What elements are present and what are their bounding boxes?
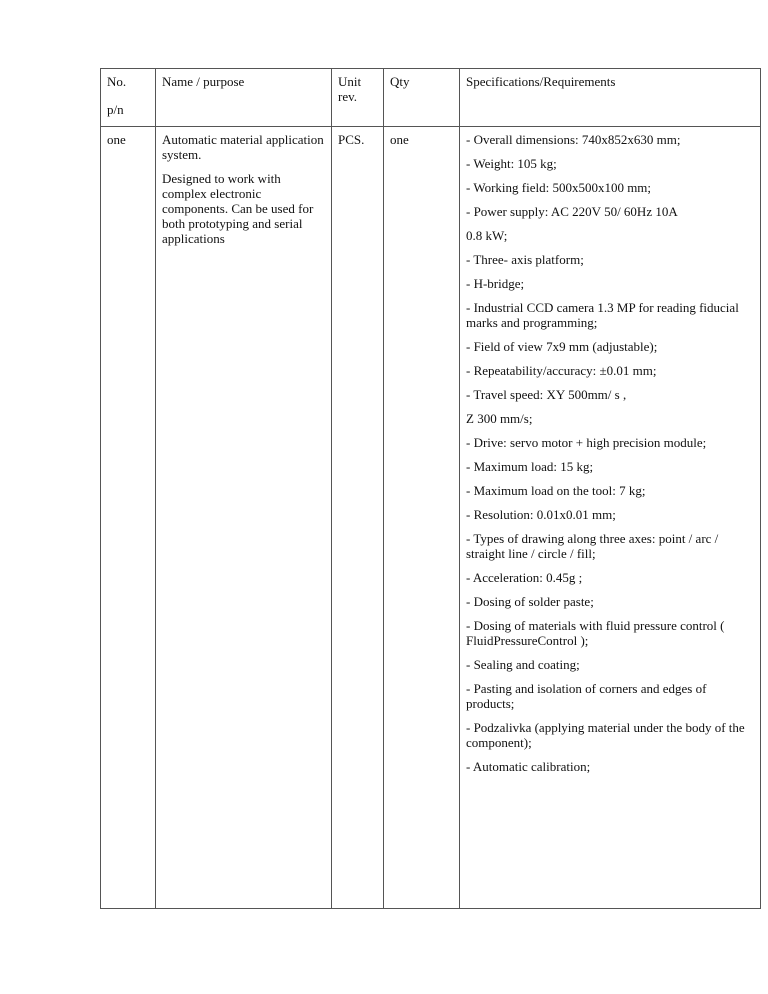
row-qty: one [384, 127, 460, 909]
header-specs: Specifications/Requirements [460, 69, 761, 127]
header-pn-label: p/n [107, 102, 124, 117]
spec-item: - Repeatability/accuracy: ±0.01 mm; [466, 363, 657, 378]
spec-item: Z 300 mm/s; [466, 411, 533, 426]
row-name [156, 127, 332, 909]
spec-item: - Maximum load: 15 kg; [466, 459, 594, 474]
table-row [101, 127, 761, 909]
header-no [101, 69, 156, 127]
spec-item: - Travel speed: XY 500mm/ s , [466, 387, 627, 402]
spec-item: - Acceleration: 0.45g ; [466, 570, 583, 585]
spec-item: - Industrial CCD camera 1.3 MP for reading fiducial marks and programming; [466, 300, 739, 330]
spec-item: - Podzalivka (applying material under the body of the component); [466, 720, 745, 750]
spec-item: 0.8 kW; [466, 228, 508, 243]
spec-item: - Dosing of materials with fluid pressure control ( FluidPressureControl ); [466, 618, 725, 648]
spec-item: - Drive: servo motor + high precision module; [466, 435, 707, 450]
spec-item: - Sealing and coating; [466, 657, 580, 672]
spec-item: - Field of view 7x9 mm (adjustable); [466, 339, 658, 354]
spec-item: - Automatic calibration; [466, 759, 591, 774]
row-no: one [101, 127, 156, 909]
row-unit: PCS. [332, 127, 384, 909]
header-no-label: No. [107, 74, 127, 89]
name-description: Designed to work with complex electronic components. Can be used for both prototyping and serial applications [162, 171, 314, 246]
header-row [101, 69, 761, 127]
header-name: Name / purpose [156, 69, 332, 127]
spec-table [100, 68, 761, 909]
spec-item: - Maximum load on the tool: 7 kg; [466, 483, 646, 498]
spec-item: - Overall dimensions: 740x852x630 mm; [466, 132, 681, 147]
spec-item: - Three- axis platform; [466, 252, 584, 267]
spec-item: - Types of drawing along three axes: point / arc / straight line / circle / fill; [466, 531, 719, 561]
spec-item: - Power supply: AC 220V 50/ 60Hz 10A [466, 204, 678, 219]
name-title: Automatic material application system. [162, 132, 324, 162]
spec-item: - Weight: 105 kg; [466, 156, 557, 171]
spec-item: - Resolution: 0.01x0.01 mm; [466, 507, 616, 522]
header-qty: Qty [384, 69, 460, 127]
header-unit: Unit rev. [332, 69, 384, 127]
spec-item: - Dosing of solder paste; [466, 594, 594, 609]
spec-item: - Working field: 500x500x100 mm; [466, 180, 652, 195]
spec-item: - Pasting and isolation of corners and edges of products; [466, 681, 707, 711]
spec-item: - H-bridge; [466, 276, 525, 291]
row-specs [460, 127, 761, 909]
